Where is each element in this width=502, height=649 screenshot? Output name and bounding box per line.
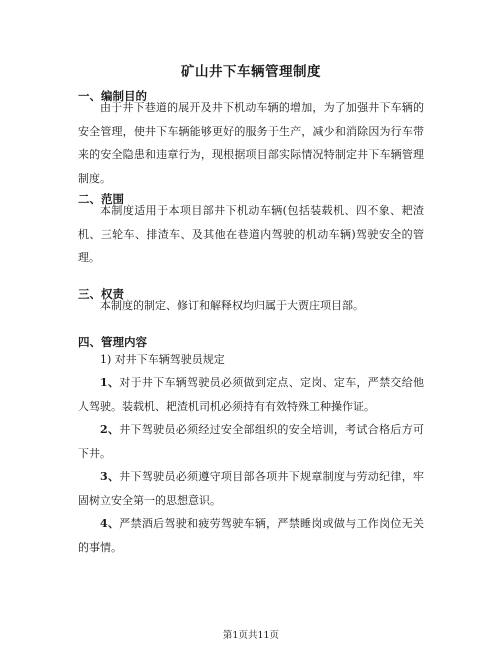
section-1-heading: 一、编制目的 — [78, 89, 147, 103]
list-item-text: 井下驾驶员必须经过安全部组织的安全培训，考试合格后方可下井。 — [78, 423, 424, 460]
section-2-body: 本制度适用于本项目部井下机动车辆(包括装载机、四不象、耙渣机、三轮车、排渣车、及其他在巷道内驾驶的机动车辆)驾驶安全的管理。 — [78, 204, 424, 264]
section-1-body: 由于井下巷道的展开及井下机动车辆的增加，为了加强井下车辆的安全管理，使井下车辆能够更好的服务于生产，减少和消除因为行车带来的安全隐患和违章行为，现根据项目部实际情况特制定井下车辆管理制度。 — [78, 101, 424, 185]
document-title: 矿山井下车辆管理制度 — [181, 64, 321, 80]
list-item — [78, 418, 424, 465]
list-item-number: 4、 — [100, 517, 120, 530]
list-item — [78, 512, 424, 559]
list-item — [78, 371, 424, 418]
section-3-heading: 三、权责 — [78, 287, 124, 301]
list-item-number: 1、 — [100, 376, 120, 389]
list-item-text: 对于井下车辆驾驶员必须做到定点、定岗、定车，严禁交给他人驾驶。装载机、耙渣机司机必须持有有效特殊工种操作证。 — [78, 376, 424, 413]
section-3-body: 本制度的制定、修订和解释权均归属于大贾庄项目部。 — [100, 299, 364, 312]
section-4-subheading: 1) 对井下车辆驾驶员规定 — [100, 353, 225, 366]
list-item-number: 3、 — [100, 470, 120, 483]
page-footer: 第1页共11页 — [222, 630, 280, 641]
list-item — [78, 465, 424, 512]
list-item-text: 井下驾驶员必须遵守项目部各项井下规章制度与劳动纪律，牢固树立安全第一的思想意识。 — [78, 470, 424, 507]
section-2-heading: 二、范围 — [78, 192, 124, 206]
list-item-number: 2、 — [100, 423, 120, 436]
list-item-text: 严禁酒后驾驶和疲劳驾驶车辆，严禁睡岗或做与工作岗位无关的事情。 — [78, 517, 424, 554]
section-4-heading: 四、管理内容 — [78, 335, 147, 349]
